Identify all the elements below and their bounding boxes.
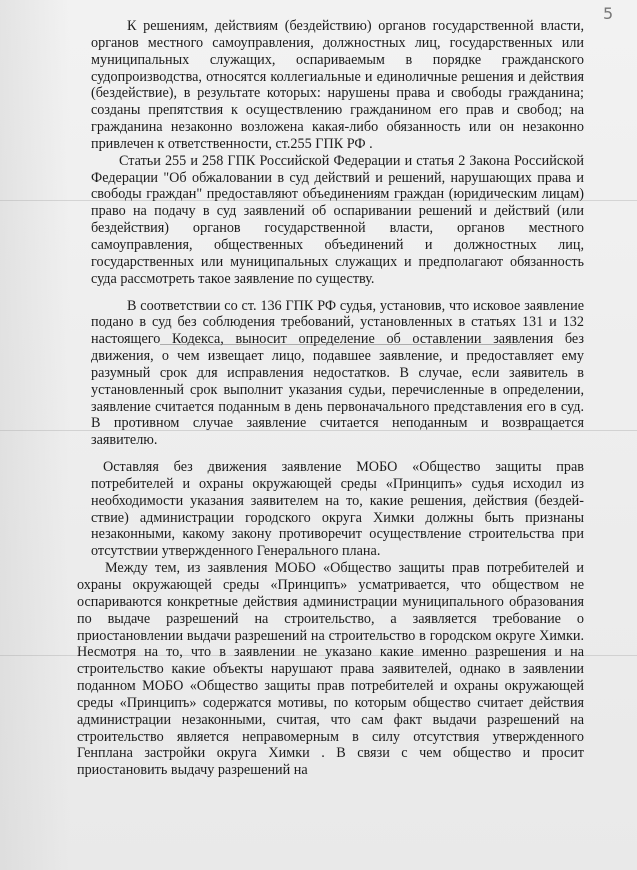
paragraph-article-136: В соответствии со ст. 136 ГПК РФ судья, установив, что исковое заявление подано в суд без соблюдения требований, установленных в статьях 131 и 132 настоящего Кодекса, выносит определение об оставлении заявления без движения, о чем извещает лицо, подавшее заявление, и предоставляет ему разумный срок для исправления недостатков. В случае, если заявитель в установленный срок выполнит указания судьи, перечисленные в определении, заявление считается поданным в день первоначального представления его в суд. В противном случае заявление считается неподанным и возвращается заявителю. [91, 297, 584, 449]
paragraph-meanwhile: Между тем, из заявления МОБО «Общество защиты прав потребителей и охраны окружающей среды «Принципъ» усматривается, что обществом не оспариваются конкретные действия администрации муниципального образования по выдаче разрешений на строительство, а заявляется требование о приостановлении выдачи разрешений на строительство в городском округе Химки. Несмотря на то, что в заявлении не указано какие именно разрешения и на строительство какие объекты нарушают права заявителей, однако в заявлении поданном МОБО «Общество защиты прав потребителей и охраны окружающей среды «Принципъ» содержатся мотивы, по которым общество считает действия администрации незаконными, считая, что сам факт выдачи разрешений на строительство является неправомерным в силу отсутствия утвержденного Генплана застройки округа Химки . В связи с чем общество и просит приостановить выдачу разрешений на [77, 560, 584, 779]
document-body [77, 18, 584, 779]
underline-stroke [160, 344, 520, 345]
paragraph-articles-255-258: Статьи 255 и 258 ГПК Российской Федерации и статья 2 Закона Российской Федерации "Об обжаловании в суд действий и решений, нарушающих права и свободы граждан" предоставляют объединениям граждан (юридическим лицам) право на подачу в суд заявлений об оспаривании решений и действий (или бездействия) органов государственной власти, органов местного самоуправления, общественных объединений и должностных лиц, государственных или муниципальных служащих и предполагают обязанность суда рассмотреть такое заявление по существу. [91, 152, 584, 287]
paragraph-leaving-without-motion: Оставляя без движения заявление МОБО «Общество защиты прав потребителей и охраны окружающей среды «Принципъ» судья исходил из необходимости указания заявителем на то, какие решения, действия (бездей-ствие) администрации городского округа Химки должны быть признаны незаконными, какому закону противоречит осуществление строительства при отсутствии утвержденного Генерального плана. [91, 459, 584, 560]
paragraph-decisions-definition: К решениям, действиям (бездействию) органов государственной власти, органов местного самоуправления, должностных лиц, государственных или муниципальных служащих, оспариваемым в порядке гражданского судопроизводства, относятся коллегиальные и единоличные решения и действия (бездействие), в результате которых: нарушены права и свободы гражданина; созданы препятствия к осуществлению гражданином его прав и свобод; на гражданина незаконно возложена какая-либо обязанность или он незаконно привлечен к ответственности, ст.255 ГПК РФ . [91, 18, 584, 152]
page-corner-mark: 5 [603, 4, 614, 23]
page-edge-shadow [0, 0, 70, 870]
